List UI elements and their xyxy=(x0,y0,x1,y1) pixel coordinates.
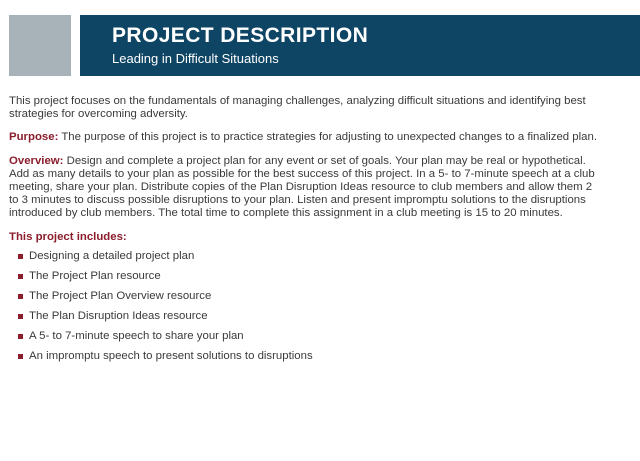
project-description-body xyxy=(9,95,599,370)
page-title: PROJECT DESCRIPTION xyxy=(112,24,369,47)
list-item-text: The Project Plan resource xyxy=(29,269,161,282)
overview-text: Design and complete a project plan for any event or set of goals. Your plan may be real or hypothetical. Add as many details to your plan as possible for the best success of this project. In a 5- to 7-minute speech at a club meeting, share your plan. Distribute copies of the Plan Disruption Ideas resource to club members and allow them 2 to 3 minutes to discuss possible disruptions to your plan. Listen and present impromptu solutions to the disruptions introduced by club members. The total time to complete this assignment in a club meeting is 15 to 20 minutes. xyxy=(9,154,595,220)
overview-label: Overview: xyxy=(9,154,64,167)
purpose-paragraph xyxy=(9,131,599,144)
intro-paragraph: This project focuses on the fundamentals of managing challenges, analyzing difficult situations and identifying best strategies for overcoming adversity. xyxy=(9,95,586,121)
list-item-text: A 5- to 7-minute speech to share your plan xyxy=(29,329,244,342)
overview-paragraph xyxy=(9,155,599,221)
decorative-gray-block xyxy=(9,15,71,76)
list-item-text: An impromptu speech to present solutions to disruptions xyxy=(29,349,313,362)
square-bullet-icon xyxy=(18,314,23,319)
list-item xyxy=(9,290,599,310)
square-bullet-icon xyxy=(18,254,23,259)
list-item xyxy=(9,270,599,290)
purpose-text: The purpose of this project is to practice strategies for adjusting to unexpected changes to a finalized plan. xyxy=(58,131,598,144)
includes-list xyxy=(9,250,599,370)
includes-heading: This project includes: xyxy=(9,230,127,243)
purpose-label: Purpose: xyxy=(9,131,59,144)
square-bullet-icon xyxy=(18,334,23,339)
square-bullet-icon xyxy=(18,294,23,299)
list-item xyxy=(9,330,599,350)
list-item-text: Designing a detailed project plan xyxy=(29,249,195,262)
header-banner xyxy=(80,15,640,76)
list-item xyxy=(9,350,599,370)
square-bullet-icon xyxy=(18,274,23,279)
page-subtitle: Leading in Difficult Situations xyxy=(112,51,279,66)
square-bullet-icon xyxy=(18,354,23,359)
list-item xyxy=(9,250,599,270)
list-item-text: The Project Plan Overview resource xyxy=(29,289,212,302)
list-item-text: The Plan Disruption Ideas resource xyxy=(29,309,208,322)
list-item xyxy=(9,310,599,330)
